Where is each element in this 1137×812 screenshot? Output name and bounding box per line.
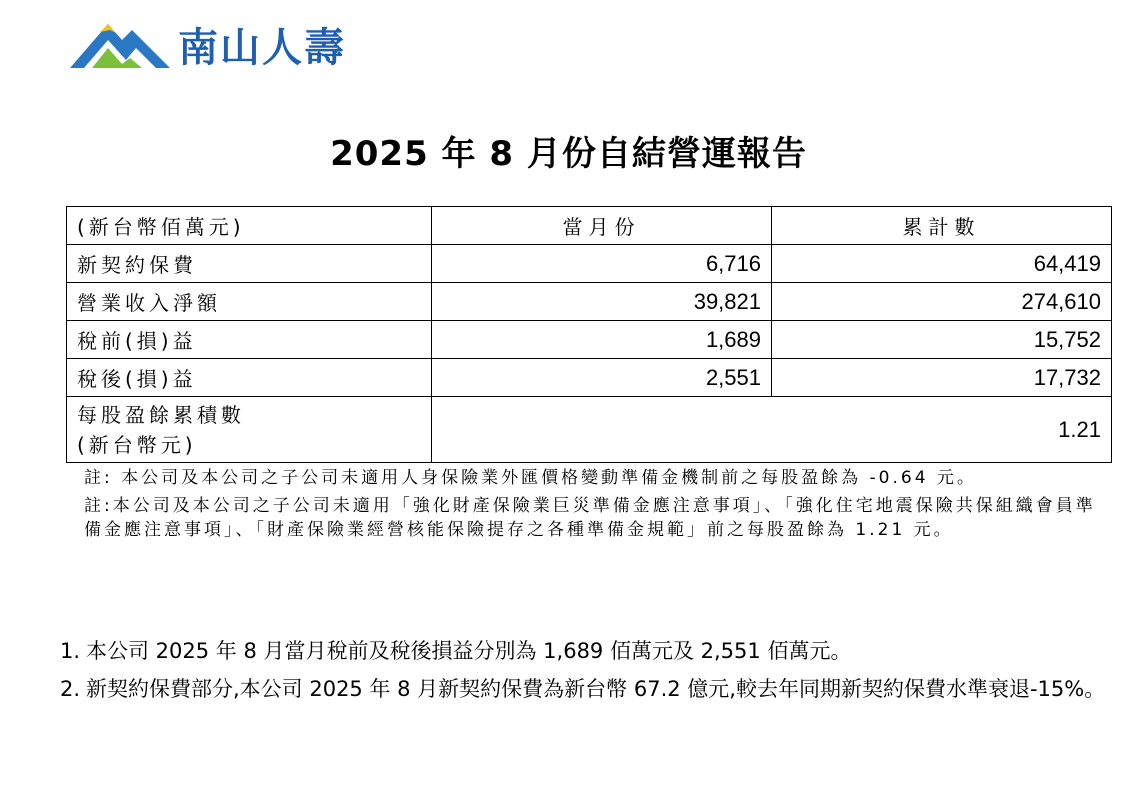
point-number: 2.	[60, 677, 81, 701]
month-value: 39,821	[432, 283, 772, 321]
cumulative-value: 15,752	[772, 321, 1112, 359]
cumulative-value: 274,610	[772, 283, 1112, 321]
month-value: 2,551	[432, 359, 772, 397]
eps-label	[67, 397, 432, 463]
footnote-2: 註:本公司及本公司之子公司未適用「強化財產保險業巨災準備金應注意事項」、「強化住宅地震保險共保組織會員準備金應注意事項」、「財產保險業經營核能保險提存之各種準備金規範」前之每股盈餘為 1.21 元。	[84, 496, 1096, 540]
list-item	[60, 670, 1120, 708]
list-item	[60, 632, 1120, 670]
point-number: 1.	[60, 639, 81, 663]
mountain-logo-icon	[70, 18, 170, 70]
unit-label: (新台幣佰萬元)	[67, 207, 432, 245]
row-label: 稅前(損)益	[67, 321, 432, 359]
row-label: 新契約保費	[67, 245, 432, 283]
month-value: 6,716	[432, 245, 772, 283]
cumulative-value: 17,732	[772, 359, 1112, 397]
eps-row	[67, 397, 1112, 463]
point-text: 本公司 2025 年 8 月當月稅前及稅後損益分別為 1,689 佰萬元及 2,551 佰萬元。	[86, 639, 852, 663]
logo-text: 南山人壽	[178, 24, 346, 71]
footnotes	[84, 466, 1114, 546]
table-row	[67, 245, 1112, 283]
row-label: 營業收入淨額	[67, 283, 432, 321]
eps-label-line1: 每股盈餘累積數	[77, 402, 245, 427]
column-header-cumulative: 累計數	[772, 207, 1112, 245]
cumulative-value: 64,419	[772, 245, 1112, 283]
company-logo	[70, 14, 346, 74]
report-title: 2025 年 8 月份自結營運報告	[330, 134, 807, 174]
summary-points	[60, 632, 1120, 708]
point-text: 新契約保費部分,本公司 2025 年 8 月新契約保費為新台幣 67.2 億元,較去年同期新契約保費水準衰退-15%。	[86, 677, 1106, 701]
table-header-row	[67, 207, 1112, 245]
row-label: 稅後(損)益	[67, 359, 432, 397]
table-row	[67, 359, 1112, 397]
report-table	[66, 206, 1112, 463]
table-row	[67, 283, 1112, 321]
month-value: 1,689	[432, 321, 772, 359]
footnote-1: 註: 本公司及本公司之子公司未適用人身保險業外匯價格變動準備金機制前之每股盈餘為 -0.64 元。	[84, 468, 977, 488]
table-row	[67, 321, 1112, 359]
column-header-month: 當月份	[432, 207, 772, 245]
eps-value: 1.21	[432, 397, 1112, 463]
eps-label-line2: (新台幣元)	[77, 432, 197, 457]
